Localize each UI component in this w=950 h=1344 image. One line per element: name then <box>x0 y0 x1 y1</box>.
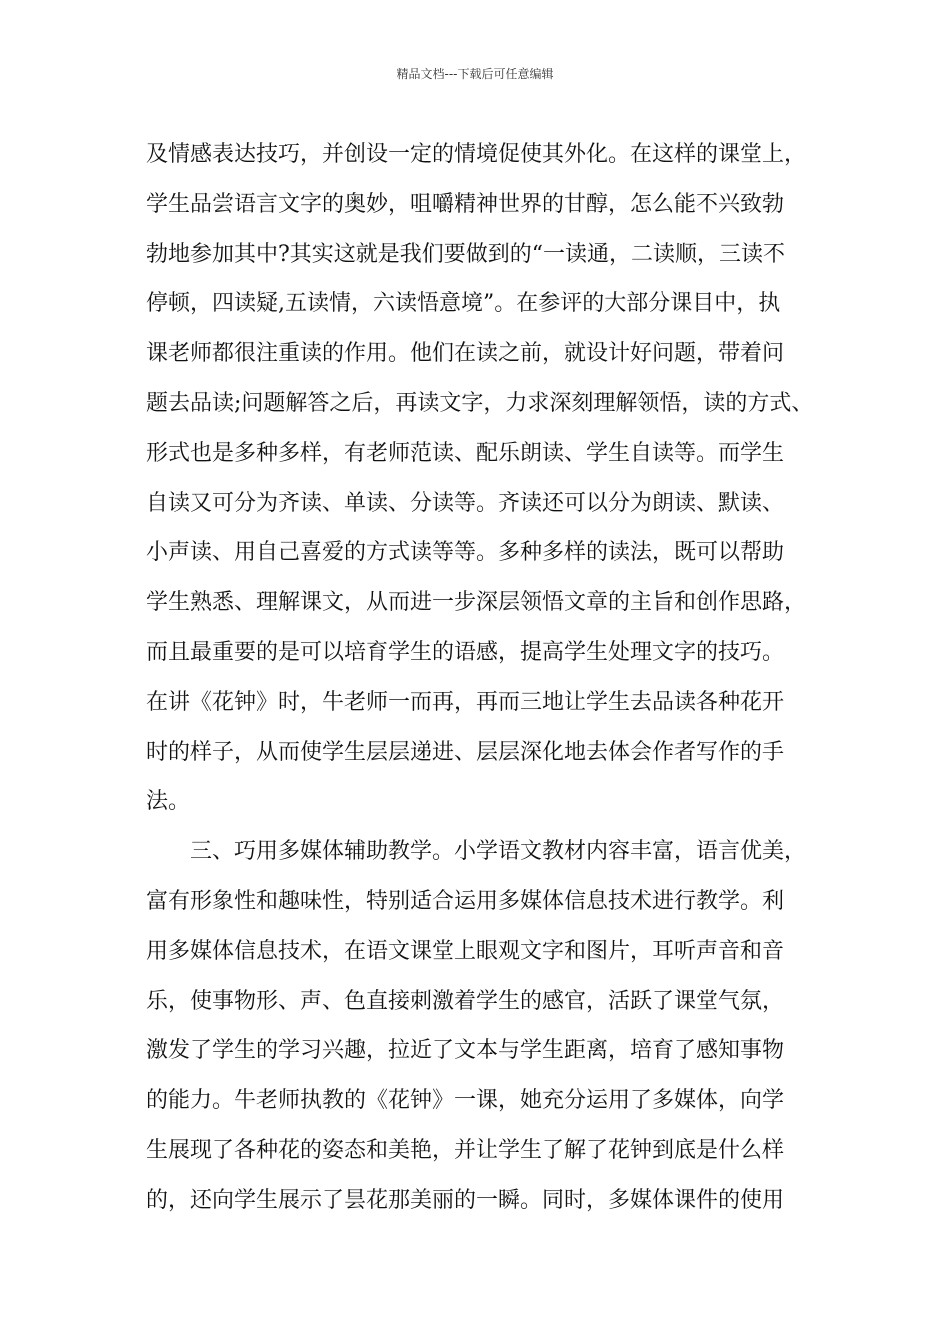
text-line: 勃地参加其中?其实这就是我们要做到的“一读通，二读顺，三读不 <box>146 241 786 267</box>
text-line: 而且最重要的是可以培育学生的语感，提高学生处理文字的技巧。 <box>146 639 785 665</box>
text-line: 题去品读;问题解答之后，再读文字，力求深刻理解领悟，读的方式、 <box>146 390 814 416</box>
text-line: 的能力。牛老师执教的《花钟》一课，她充分运用了多媒体，向学 <box>146 1088 785 1114</box>
section-heading-line: 三、巧用多媒体辅助教学。小学语文教材内容丰富，语言优美， <box>190 839 807 865</box>
text-line: 及情感表达技巧，并创设一定的情境促使其外化。在这样的课堂上， <box>146 142 807 167</box>
text-line: 在讲《花钟》时，牛老师一而再，再而三地让学生去品读各种花开 <box>146 689 785 715</box>
text-line: 用多媒体信息技术，在语文课堂上眼观文字和图片，耳听声音和音 <box>146 938 785 964</box>
text-line: 富有形象性和趣味性，特别适合运用多媒体信息技术进行教学。利 <box>146 888 785 914</box>
text-line: 形式也是多种多样，有老师范读、配乐朗读、学生自读等。而学生 <box>146 440 785 466</box>
text-line: 激发了学生的学习兴趣，拉近了文本与学生距离，培育了感知事物 <box>146 1038 785 1064</box>
document-body <box>146 130 816 1226</box>
text-line: 自读又可分为齐读、单读、分读等。齐读还可以分为朗读、默读、 <box>146 490 785 516</box>
text-line: 的，还向学生展示了昙花那美丽的一瞬。同时，多媒体课件的使用 <box>146 1187 785 1213</box>
text-line: 学生品尝语言文字的奥妙，咀嚼精神世界的甘醇，怎么能不兴致勃 <box>146 191 785 217</box>
text-line: 学生熟悉、理解课文，从而进一步深层领悟文章的主旨和创作思路， <box>146 590 807 616</box>
text-line: 停顿，四读疑,五读情，六读悟意境”。在参评的大部分课目中，执 <box>146 291 781 317</box>
text-line: 课老师都很注重读的作用。他们在读之前，就设计好问题，带着问 <box>146 341 785 367</box>
text-line: 生展现了各种花的姿态和美艳，并让学生了解了花钟到底是什么样 <box>146 1137 785 1163</box>
text-line: 小声读、用自己喜爱的方式读等等。多种多样的读法，既可以帮助 <box>146 540 785 566</box>
text-line: 法。 <box>146 789 191 815</box>
text-line: 乐，使事物形、声、色直接刺激着学生的感官，活跃了课堂气氛， <box>146 988 785 1014</box>
page-header-watermark: 精品文档---下载后可任意编辑 <box>396 67 554 81</box>
text-line: 时的样子，从而使学生层层递进、层层深化地去体会作者写作的手 <box>146 739 785 765</box>
